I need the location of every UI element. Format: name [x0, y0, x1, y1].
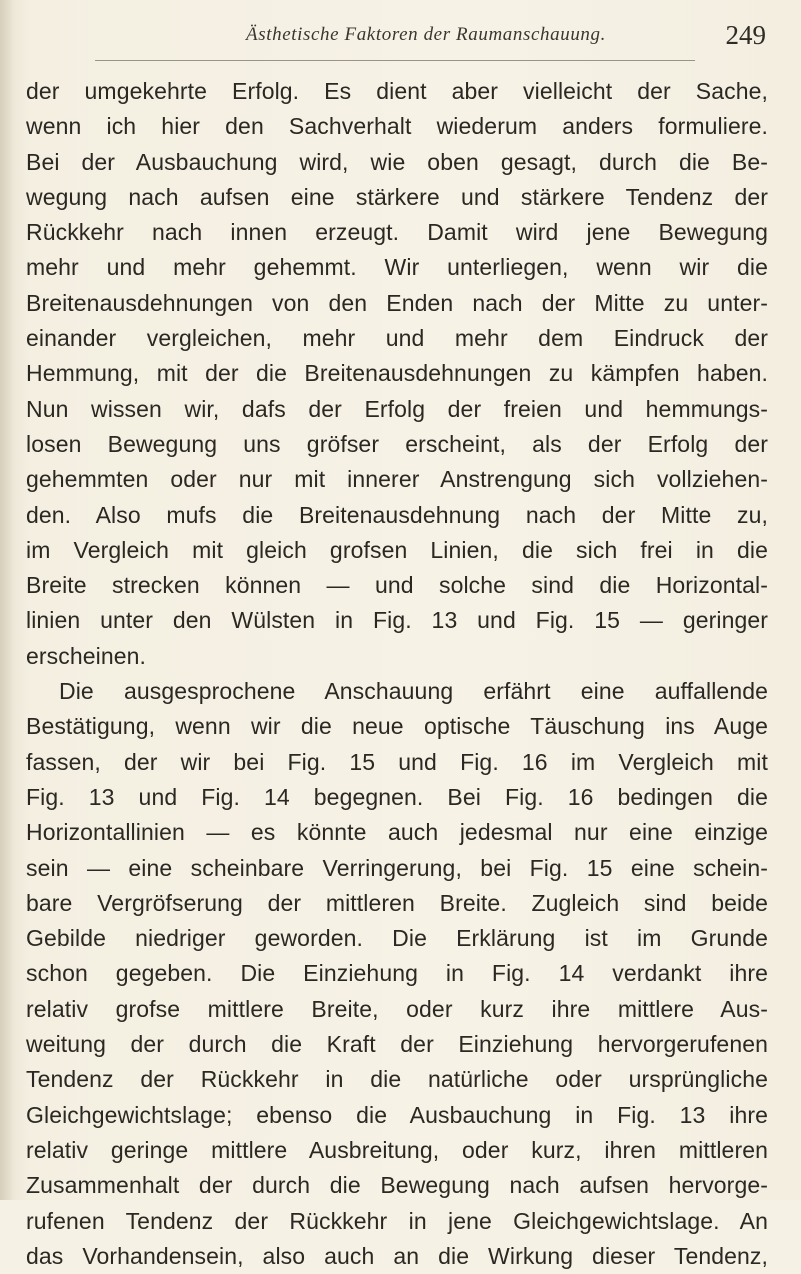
text-line: Fig. 13 und Fig. 14 begegnen. Bei Fig. 16 bedingen die	[26, 783, 768, 810]
text-line: Tendenz der Rückkehr in die natürliche oder ursprüngliche	[26, 1066, 768, 1093]
paragraph-2	[26, 674, 768, 1274]
text-line: der umgekehrte Erfolg. Es dient aber vielleicht der Sache,	[26, 78, 768, 104]
text-line: im Vergleich mit gleich grofsen Linien, die sich frei in die	[26, 536, 768, 563]
text-line: bare Vergröfserung der mittleren Breite. Zugleich sind beide	[26, 889, 768, 916]
text-line: den. Also mufs die Breitenausdehnung nach der Mitte zu,	[26, 501, 768, 528]
text-line: gehemmten oder nur mit innerer Anstrengung sich vollziehen-	[26, 466, 768, 493]
header-rule	[95, 60, 695, 61]
text-line: Rückkehr nach innen erzeugt. Damit wird jene Bewegung	[26, 219, 768, 246]
text-line: wenn ich hier den Sachverhalt wiederum anders formuliere.	[26, 113, 768, 140]
text-line: fassen, der wir bei Fig. 15 und Fig. 16 im Vergleich mit	[26, 748, 768, 775]
text-line: relativ grofse mittlere Breite, oder kurz ihre mittlere Aus-	[26, 995, 768, 1022]
text-line: relativ geringe mittlere Ausbreitung, oder kurz, ihren mittleren	[26, 1136, 768, 1163]
running-title: Ästhetische Faktoren der Raumanschauung.	[246, 24, 606, 45]
paragraph-1	[26, 74, 768, 674]
text-line: Breitenausdehnungen von den Enden nach der Mitte zu unter-	[26, 289, 768, 316]
text-line: sein — eine scheinbare Verringerung, bei Fig. 15 eine schein-	[26, 854, 768, 881]
text-line: Hemmung, mit der die Breitenausdehnungen zu kämpfen haben.	[26, 360, 768, 387]
text-line: erscheinen.	[26, 642, 147, 669]
text-line: weitung der durch die Kraft der Einziehung hervorgerufenen	[26, 1031, 768, 1058]
text-line: Zusammenhalt der durch die Bewegung nach aufsen hervorge-	[26, 1172, 768, 1199]
text-line: schon gegeben. Die Einziehung in Fig. 14 verdankt ihre	[26, 960, 768, 987]
text-line: mehr und mehr gehemmt. Wir unterliegen, wenn wir die	[26, 254, 768, 281]
text-line: rufenen Tendenz der Rückkehr in jene Gleichgewichtslage. An	[26, 1207, 768, 1234]
running-head	[86, 22, 766, 52]
text-line: einander vergleichen, mehr und mehr dem Eindruck der	[26, 325, 768, 352]
text-line: losen Bewegung uns gröfser erscheint, als der Erfolg der	[26, 430, 768, 457]
text-line: Horizontallinien — es könnte auch jedesmal nur eine einzige	[26, 819, 768, 846]
text-line: Bei der Ausbauchung wird, wie oben gesagt, durch die Be-	[26, 148, 768, 175]
text-line: wegung nach aufsen eine stärkere und stärkere Tendenz der	[26, 183, 768, 210]
body-text	[26, 74, 768, 1274]
text-line: Bestätigung, wenn wir die neue optische Täuschung ins Auge	[26, 713, 768, 740]
text-line: das Vorhandensein, also auch an die Wirkung dieser Tendenz,	[26, 1242, 768, 1269]
text-line: Breite strecken können — und solche sind die Horizontal-	[26, 572, 768, 599]
text-line: Gebilde niedriger geworden. Die Erklärung ist im Grunde	[26, 925, 768, 952]
text-line: Gleichgewichtslage; ebenso die Ausbauchung in Fig. 13 ihre	[26, 1101, 768, 1128]
page-number: 249	[725, 20, 766, 50]
text-line: Die ausgesprochene Anschauung erfährt eine auffallende	[59, 678, 768, 705]
text-line: Nun wissen wir, dafs der Erfolg der freien und hemmungs-	[26, 395, 768, 422]
binding-shadow	[0, 0, 14, 1200]
text-line: linien unter den Wülsten in Fig. 13 und Fig. 15 — geringer	[26, 607, 768, 634]
